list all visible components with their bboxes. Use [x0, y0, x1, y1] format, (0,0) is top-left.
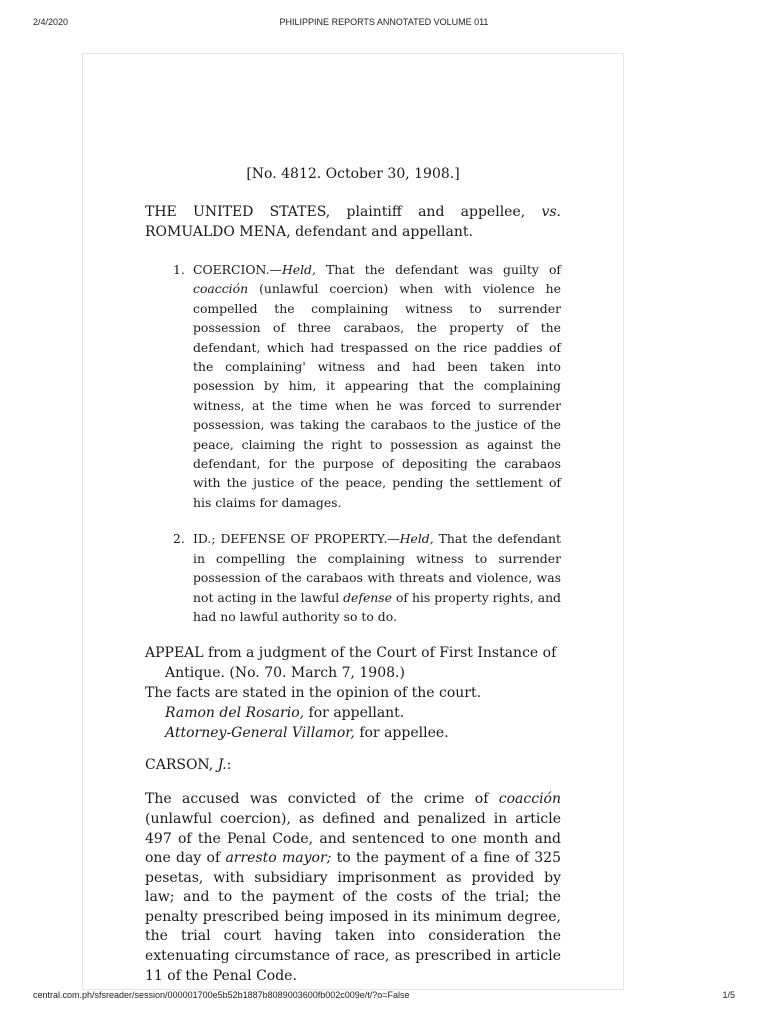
appeal-line: APPEAL from a judgment of the Court of First Instance of Antique. (No. 70. March 7, 1908.) — [145, 645, 557, 682]
counsel-name: Ramon del Rosario, — [165, 705, 305, 722]
opinion-text: to the payment of a fine of 325 pesetas, with subsidiary imprisonment as provided by law; and to the payment of the costs of the trial; the penalty prescribed being imposed in its minimum degree, the trial court having taken into consideration the extenuating circumstance of race, as prescribed in article 11 of the Penal Code. — [145, 850, 562, 984]
document-content — [145, 164, 561, 986]
judge-name: CARSON, — [145, 757, 218, 774]
syllabus-topic: ID.; DEFENSE OF PROPERTY.— — [193, 531, 400, 547]
opinion-text: (unlawful coercion), as defined and penalized in article 497 of the Penal Code, and sentenced to one month and one day of — [145, 810, 561, 867]
syllabus-number: 2. — [173, 531, 185, 547]
counsel-appellee — [145, 723, 561, 743]
syllabus-list — [145, 260, 561, 626]
print-footer — [0, 990, 768, 1006]
counsel-appellant — [145, 703, 561, 723]
print-page-number: 1/5 — [722, 990, 735, 1000]
counsel-role: for appellee. — [354, 725, 449, 742]
case-number: [No. 4812. October 30, 1908.] — [246, 166, 460, 182]
syllabus-text: (unlawful coercion) when with violence he compelled the complaining witness to surrender possession of three carabaos, the property of the defendant, which had trespassed on the rice paddies of the complaining' witness and had been taken into posession by him, it appearing that the complaining witness, at the time when he was forced to surrender possession, was taking the carabaos to the justice of the peace, claiming the right to possession as against the defendant, for the purpose of depositing the carabaos with the justice of the peace, pending the settlement of his claims for damages. — [193, 281, 561, 510]
counsel-name: Attorney-General Villamor, — [165, 725, 355, 742]
syllabus-text: That the defendant was guilty of — [315, 262, 561, 277]
judge-colon: : — [226, 757, 232, 774]
case-parties — [145, 202, 561, 242]
print-date: 2/4/2020 — [33, 17, 69, 27]
syllabus-held: Held, — [281, 262, 316, 277]
syllabus-item — [145, 260, 561, 512]
appeal-section — [145, 643, 561, 743]
syllabus-text: That the defendant in compelling the complaining witness to surrender possession of the carabaos with threats and violence, was not acting in the lawful — [193, 531, 561, 605]
syllabus-topic: COERCION.— — [193, 262, 282, 277]
document-page — [82, 53, 624, 990]
facts-line: The facts are stated in the opinion of the court. — [145, 685, 482, 702]
opinion-paragraph — [145, 790, 561, 986]
syllabus-italic-term: coacción — [193, 281, 249, 297]
judge-line — [145, 755, 561, 775]
print-url: central.com.ph/sfsreader/session/000001700e5b52b1887b8089003600fb002c009e/t/?o=False — [33, 990, 410, 1000]
parties-plaintiff: THE UNITED STATES, plaintiff and appellee, — [145, 204, 542, 220]
counsel-role: for appellant. — [304, 705, 405, 722]
judge-title: J. — [217, 757, 227, 774]
parties-defendant: ROMUALDO MENA, defendant and appellant. — [145, 224, 473, 240]
print-header — [0, 17, 768, 33]
syllabus-text: of his property rights, and had no lawful authority so to do. — [193, 589, 561, 624]
opinion-italic-term: coacción — [498, 791, 561, 808]
versus-text: vs. — [541, 204, 561, 220]
syllabus-item — [145, 529, 561, 626]
print-title: PHILIPPINE REPORTS ANNOTATED VOLUME 011 — [279, 17, 489, 27]
syllabus-italic-term: defense — [343, 589, 392, 605]
syllabus-number: 1. — [173, 262, 185, 277]
opinion-italic-term: arresto mayor; — [225, 850, 332, 867]
opinion-text: The accused was convicted of the crime of — [145, 791, 499, 808]
syllabus-held: Held, — [399, 531, 434, 547]
